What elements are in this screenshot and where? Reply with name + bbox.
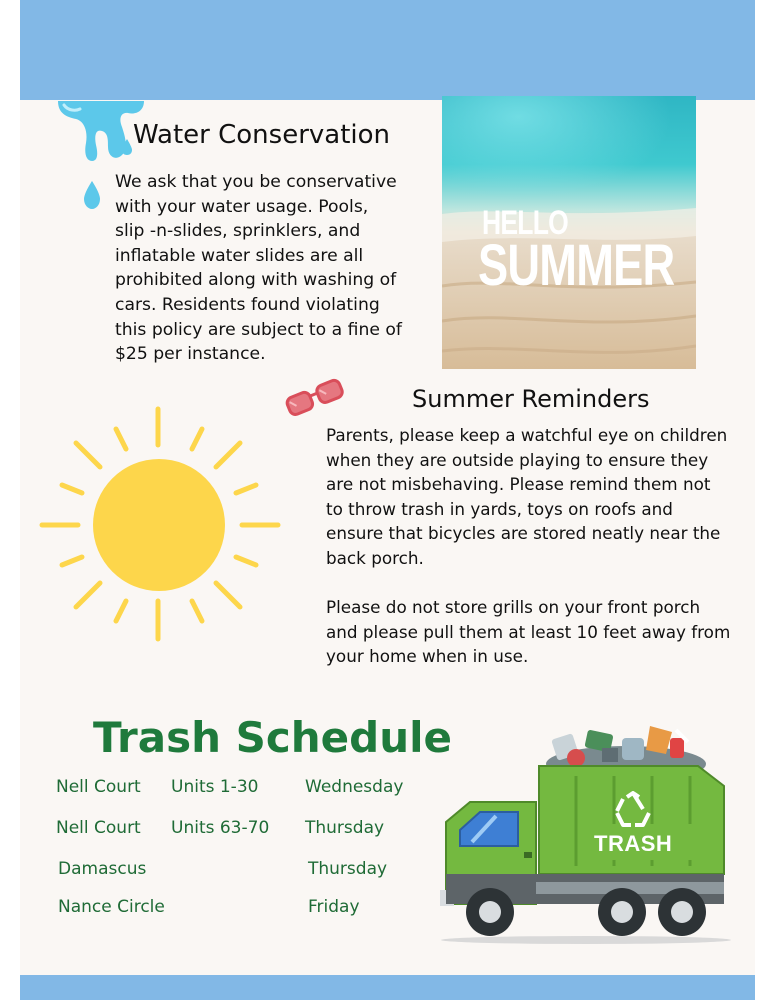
recycle-icon: [613, 791, 653, 829]
sunglasses-icon: [283, 370, 349, 426]
header-band: [20, 0, 755, 100]
water-conservation-heading: Water Conservation: [133, 120, 391, 150]
grill-reminder-text: Please do not store grills on your front porch and please pull them at least 10 feet away from your home when in use.: [326, 597, 731, 667]
trash-schedule-heading: Trash Schedule: [93, 713, 452, 762]
trash-truck-icon: [436, 722, 736, 947]
hello-text: HELLO: [482, 204, 568, 242]
water-conservation-text: We ask that you be conservative with your water usage. Pools, slip -n-slides, sprinklers, and inflatable water slides are all prohibited along with washing of cars. Residents found violating this policy are subject to a fine of $25 per instance.: [115, 172, 402, 365]
summer-text: SUMMER: [478, 233, 675, 298]
schedule-day-2: Thursday: [305, 818, 385, 838]
summer-reminders-text: Parents, please keep a watchful eye on children when they are outside playing to ensure they are not misbehaving. Please remind them not to throw trash in yards, toys on roofs and ensure that bicycles are stored neatly near the back porch.: [326, 425, 728, 568]
schedule-street-2: Nell Court: [56, 818, 141, 838]
schedule-day-4: Friday: [308, 897, 360, 917]
sun-icon: [38, 405, 282, 645]
schedule-street-4: Nance Circle: [58, 897, 165, 917]
schedule-street-1: Nell Court: [56, 777, 141, 797]
truck-label: TRASH: [594, 831, 673, 856]
schedule-day-3: Thursday: [308, 859, 388, 879]
footer-band: [20, 975, 755, 1000]
schedule-street-3: Damascus: [58, 859, 147, 879]
hello-summer-photo: [442, 96, 696, 369]
schedule-units-1: Units 1-30: [171, 777, 259, 797]
summer-reminders-heading: Summer Reminders: [412, 385, 650, 413]
schedule-units-2: Units 63-70: [171, 818, 270, 838]
schedule-day-1: Wednesday: [305, 777, 404, 797]
